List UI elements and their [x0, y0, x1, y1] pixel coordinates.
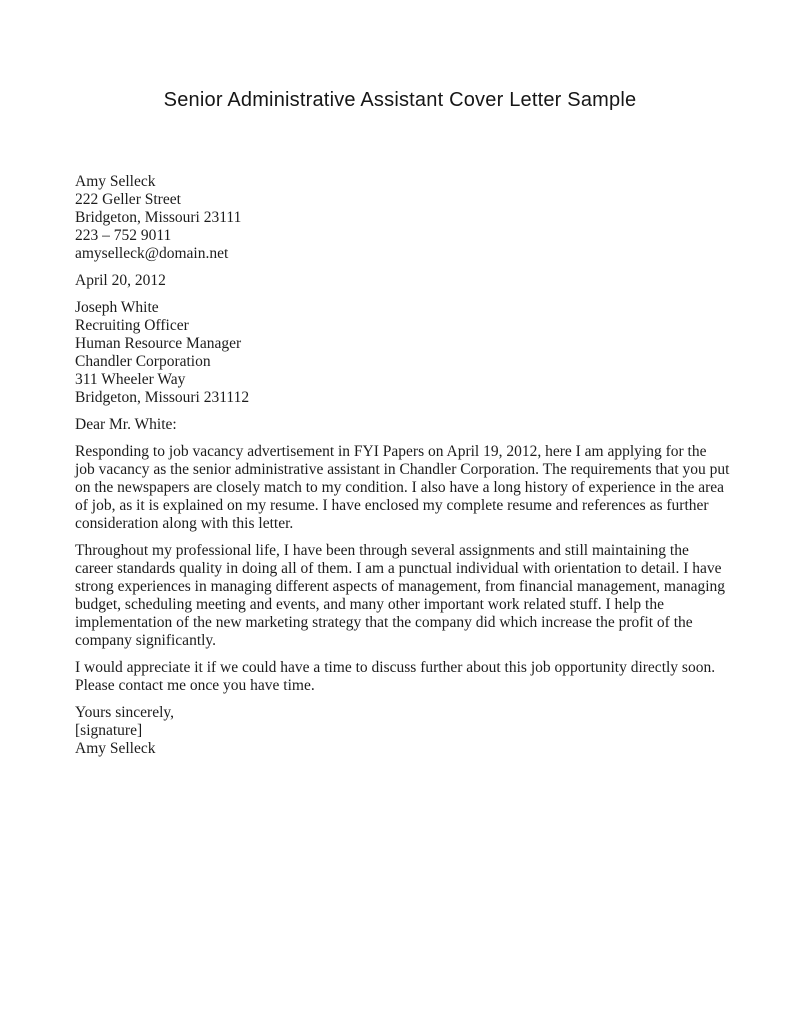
date-block [75, 272, 730, 290]
recipient-company: Chandler Corporation [75, 353, 211, 370]
signature-placeholder: [signature] [75, 722, 143, 739]
letter-date: April 20, 2012 [75, 272, 166, 289]
recipient-department: Human Resource Manager [75, 335, 242, 352]
body-paragraph-1: Responding to job vacancy advertisement in FYI Papers on April 19, 2012, here I am applying for the job vacancy as the senior administrative assistant in Chandler Corporation. The requirements that you put on the newspapers are closely match to my condition. I also have a long history of experience in the area of job, as it is explained on my resume. I have enclosed my complete resume and references as further consideration along with this letter. [75, 443, 730, 532]
closing-block [75, 704, 730, 758]
signature-name: Amy Selleck [75, 740, 156, 757]
recipient-block [75, 299, 730, 407]
recipient-title: Recruiting Officer [75, 317, 189, 334]
body-paragraph-3: I would appreciate it if we could have a time to discuss further about this job opportunity directly soon. Please contact me once you have time. [75, 659, 716, 694]
salutation: Dear Mr. White: [75, 416, 177, 433]
document-title: Senior Administrative Assistant Cover Letter Sample [163, 89, 637, 111]
sender-email: amyselleck@domain.net [75, 245, 229, 262]
sender-block [75, 173, 730, 263]
sender-city-state-zip: Bridgeton, Missouri 23111 [75, 209, 242, 226]
recipient-street: 311 Wheeler Way [75, 371, 186, 388]
closing-valediction: Yours sincerely, [75, 704, 175, 721]
recipient-city-state-zip: Bridgeton, Missouri 231112 [75, 389, 250, 406]
letter-body [75, 173, 730, 767]
sender-street: 222 Geller Street [75, 191, 181, 208]
salutation-block [75, 416, 730, 434]
sender-phone: 223 – 752 9011 [75, 227, 172, 244]
sender-name: Amy Selleck [75, 173, 156, 190]
recipient-name: Joseph White [75, 299, 159, 316]
body-paragraph-2: Throughout my professional life, I have been through several assignments and still maintaining the career standards quality in doing all of them. I am a punctual individual with orientation to detail. I have strong experiences in managing different aspects of management, from financial management, managing budget, scheduling meeting and events, and many other important work related stuff. I help the implementation of the new marketing strategy that the company did which increase the profit of the company significantly. [75, 542, 726, 649]
